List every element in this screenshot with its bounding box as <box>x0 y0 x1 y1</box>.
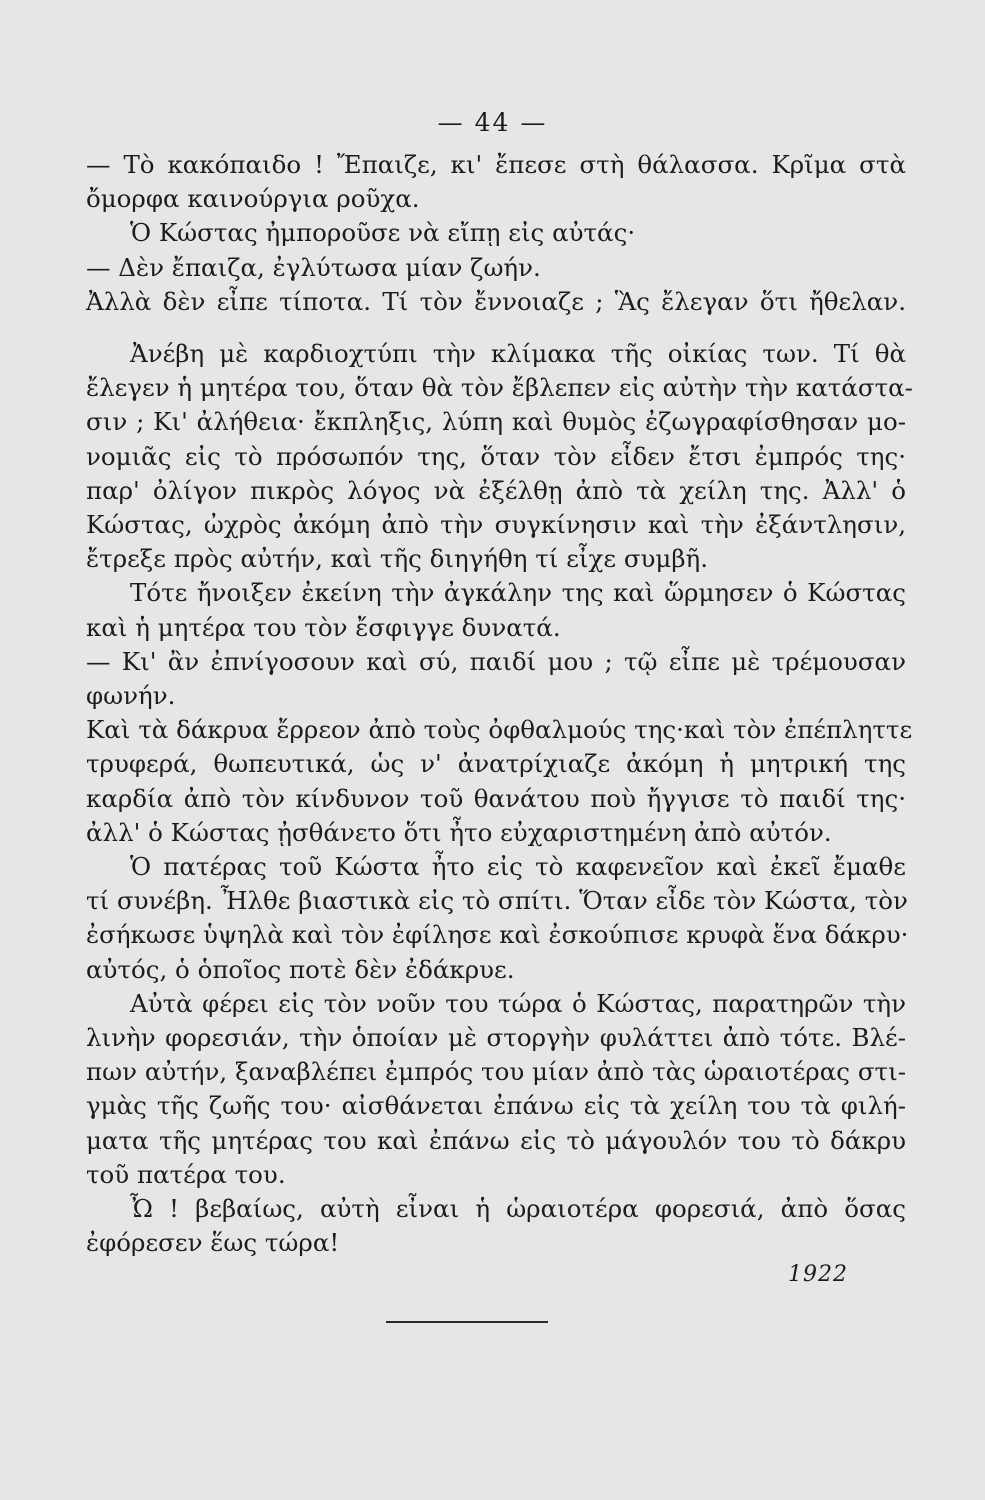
text-line: ἐσήκωσε ὑψηλὰ καὶ τὸν ἐφίλησε καὶ ἐσκούπισε κρυφὰ ἕνα δάκρυ· <box>86 920 909 950</box>
page-number: — 44 — <box>437 108 548 137</box>
end-rule <box>386 1321 548 1323</box>
text-line: Τότε ἤνοιξεν ἐκείνη τὴν ἀγκάλην της καὶ ὥρμησεν ὁ Κώστας <box>130 578 906 608</box>
text-line: Ἀνέβη μὲ καρδιοχτύπι τὴν κλίμακα τῆς οἰκίας των. Τί θὰ <box>130 339 906 369</box>
text-line: τρυφερά, θωπευτικά, ὡς ν' ἀνατρίχιαζε ἀκόμη ἡ μητρική της <box>86 749 906 779</box>
text-line: Κώστας, ὠχρὸς ἀκόμη ἀπὸ τὴν συγκίνησιν καὶ τὴν ἐξάντλησιν, <box>86 510 906 540</box>
text-line: — Δὲν ἔπαιζα, ἐγλύτωσα μίαν ζωήν. <box>86 252 541 282</box>
text-line: τοῦ πατέρα του. <box>86 1159 286 1189</box>
text-line: παρ' ὀλίγον πικρὸς λόγος νὰ ἐξέλθῃ ἀπὸ τὰ χείλη της. Ἀλλ' ὁ <box>86 475 906 505</box>
text-line: ματα τῆς μητέρας του καὶ ἐπάνω εἰς τὸ μάγουλόν του τὸ δάκρυ <box>86 1125 906 1155</box>
text-line: σιν ; Κι' ἀλήθεια· ἔκπληξις, λύπη καὶ θυμὸς ἐζωγραφίσθησαν μο- <box>86 407 906 437</box>
text-line: — Κι' ἂν ἐπνίγοσουν καὶ σύ, παιδί μου ; τῷ εἶπε μὲ τρέμουσαν <box>86 646 906 676</box>
text-line: λινὴν φορεσιάν, τὴν ὁποίαν μὲ στοργὴν φυλάττει ἀπὸ τότε. Βλέ- <box>86 1023 906 1053</box>
text-line: πων αὐτήν, ξαναβλέπει ἐμπρός του μίαν ἀπὸ τὰς ὡραιοτέρας στι- <box>86 1057 906 1087</box>
date-signature: 1922 <box>788 1262 848 1287</box>
text-line: Ὁ Κώστας ἠμποροῦσε νὰ εἴπῃ εἰς αὐτάς· <box>130 218 636 248</box>
text-line: ἔτρεξε πρὸς αὐτήν, καὶ τῆς διηγήθη τί εἶχε συμβῆ. <box>86 544 708 574</box>
text-line: ὄμορφα καινούργια ροῦχα. <box>86 184 420 214</box>
text-line: φωνήν. <box>86 681 176 711</box>
text-line: Αὐτὰ φέρει εἰς τὸν νοῦν του τώρα ὁ Κώστας, παρατηρῶν τὴν <box>130 988 906 1018</box>
text-line: ἐφόρεσεν ἕως τώρα! <box>86 1228 340 1258</box>
text-line: ἔλεγεν ἡ μητέρα του, ὅταν θὰ τὸν ἔβλεπεν εἰς αὐτὴν τὴν κατάστα- <box>86 373 913 403</box>
text-line: ἀλλ' ὁ Κώστας ᾐσθάνετο ὅτι ἦτο εὐχαριστημένη ἀπὸ αὐτόν. <box>86 817 832 847</box>
text-line: γμὰς τῆς ζωῆς του· αἰσθάνεται ἐπάνω εἰς τὰ χείλη του τὰ φιλή- <box>86 1091 906 1121</box>
body-text <box>86 148 913 1261</box>
text-line: καὶ ἡ μητέρα του τὸν ἔσφιγγε δυνατά. <box>86 612 561 642</box>
text-line: — Τὸ κακόπαιδο ! Ἔπαιζε, κι' ἔπεσε στὴ θάλασσα. Κρῖμα στὰ <box>86 150 906 179</box>
text-line: Ὦ ! βεβαίως, αὐτὴ εἶναι ἡ ὡραιοτέρα φορεσιά, ἀπὸ ὅσας <box>130 1194 906 1224</box>
text-line: καρδία ἀπὸ τὸν κίνδυνον τοῦ θανάτου ποὺ ἤγγισε τὸ παιδί της· <box>86 783 906 813</box>
text-line: τί συνέβη. Ἦλθε βιαστικὰ εἰς τὸ σπίτι. Ὅταν εἶδε τὸν Κώστα, τὸν <box>86 886 908 916</box>
text-line: αὐτός, ὁ ὁποῖος ποτὲ δὲν ἐδάκρυε. <box>86 954 515 984</box>
text-line: νομιᾶς εἰς τὸ πρόσωπόν της, ὅταν τὸν εἶδεν ἔτσι ἐμπρός της· <box>86 441 906 471</box>
text-line: Καὶ τὰ δάκρυα ἔρρεον ἀπὸ τοὺς ὀφθαλμούς της·καὶ τὸν ἐπέπληττε <box>86 715 913 745</box>
text-line: Ὁ πατέρας τοῦ Κώστα ἦτο εἰς τὸ καφενεῖον καὶ ἐκεῖ ἔμαθε <box>130 852 906 882</box>
text-line: Ἀλλὰ δὲν εἶπε τίποτα. Τί τὸν ἔννοιαζε ; Ἃς ἔλεγαν ὅτι ἤθελαν. <box>86 286 906 316</box>
